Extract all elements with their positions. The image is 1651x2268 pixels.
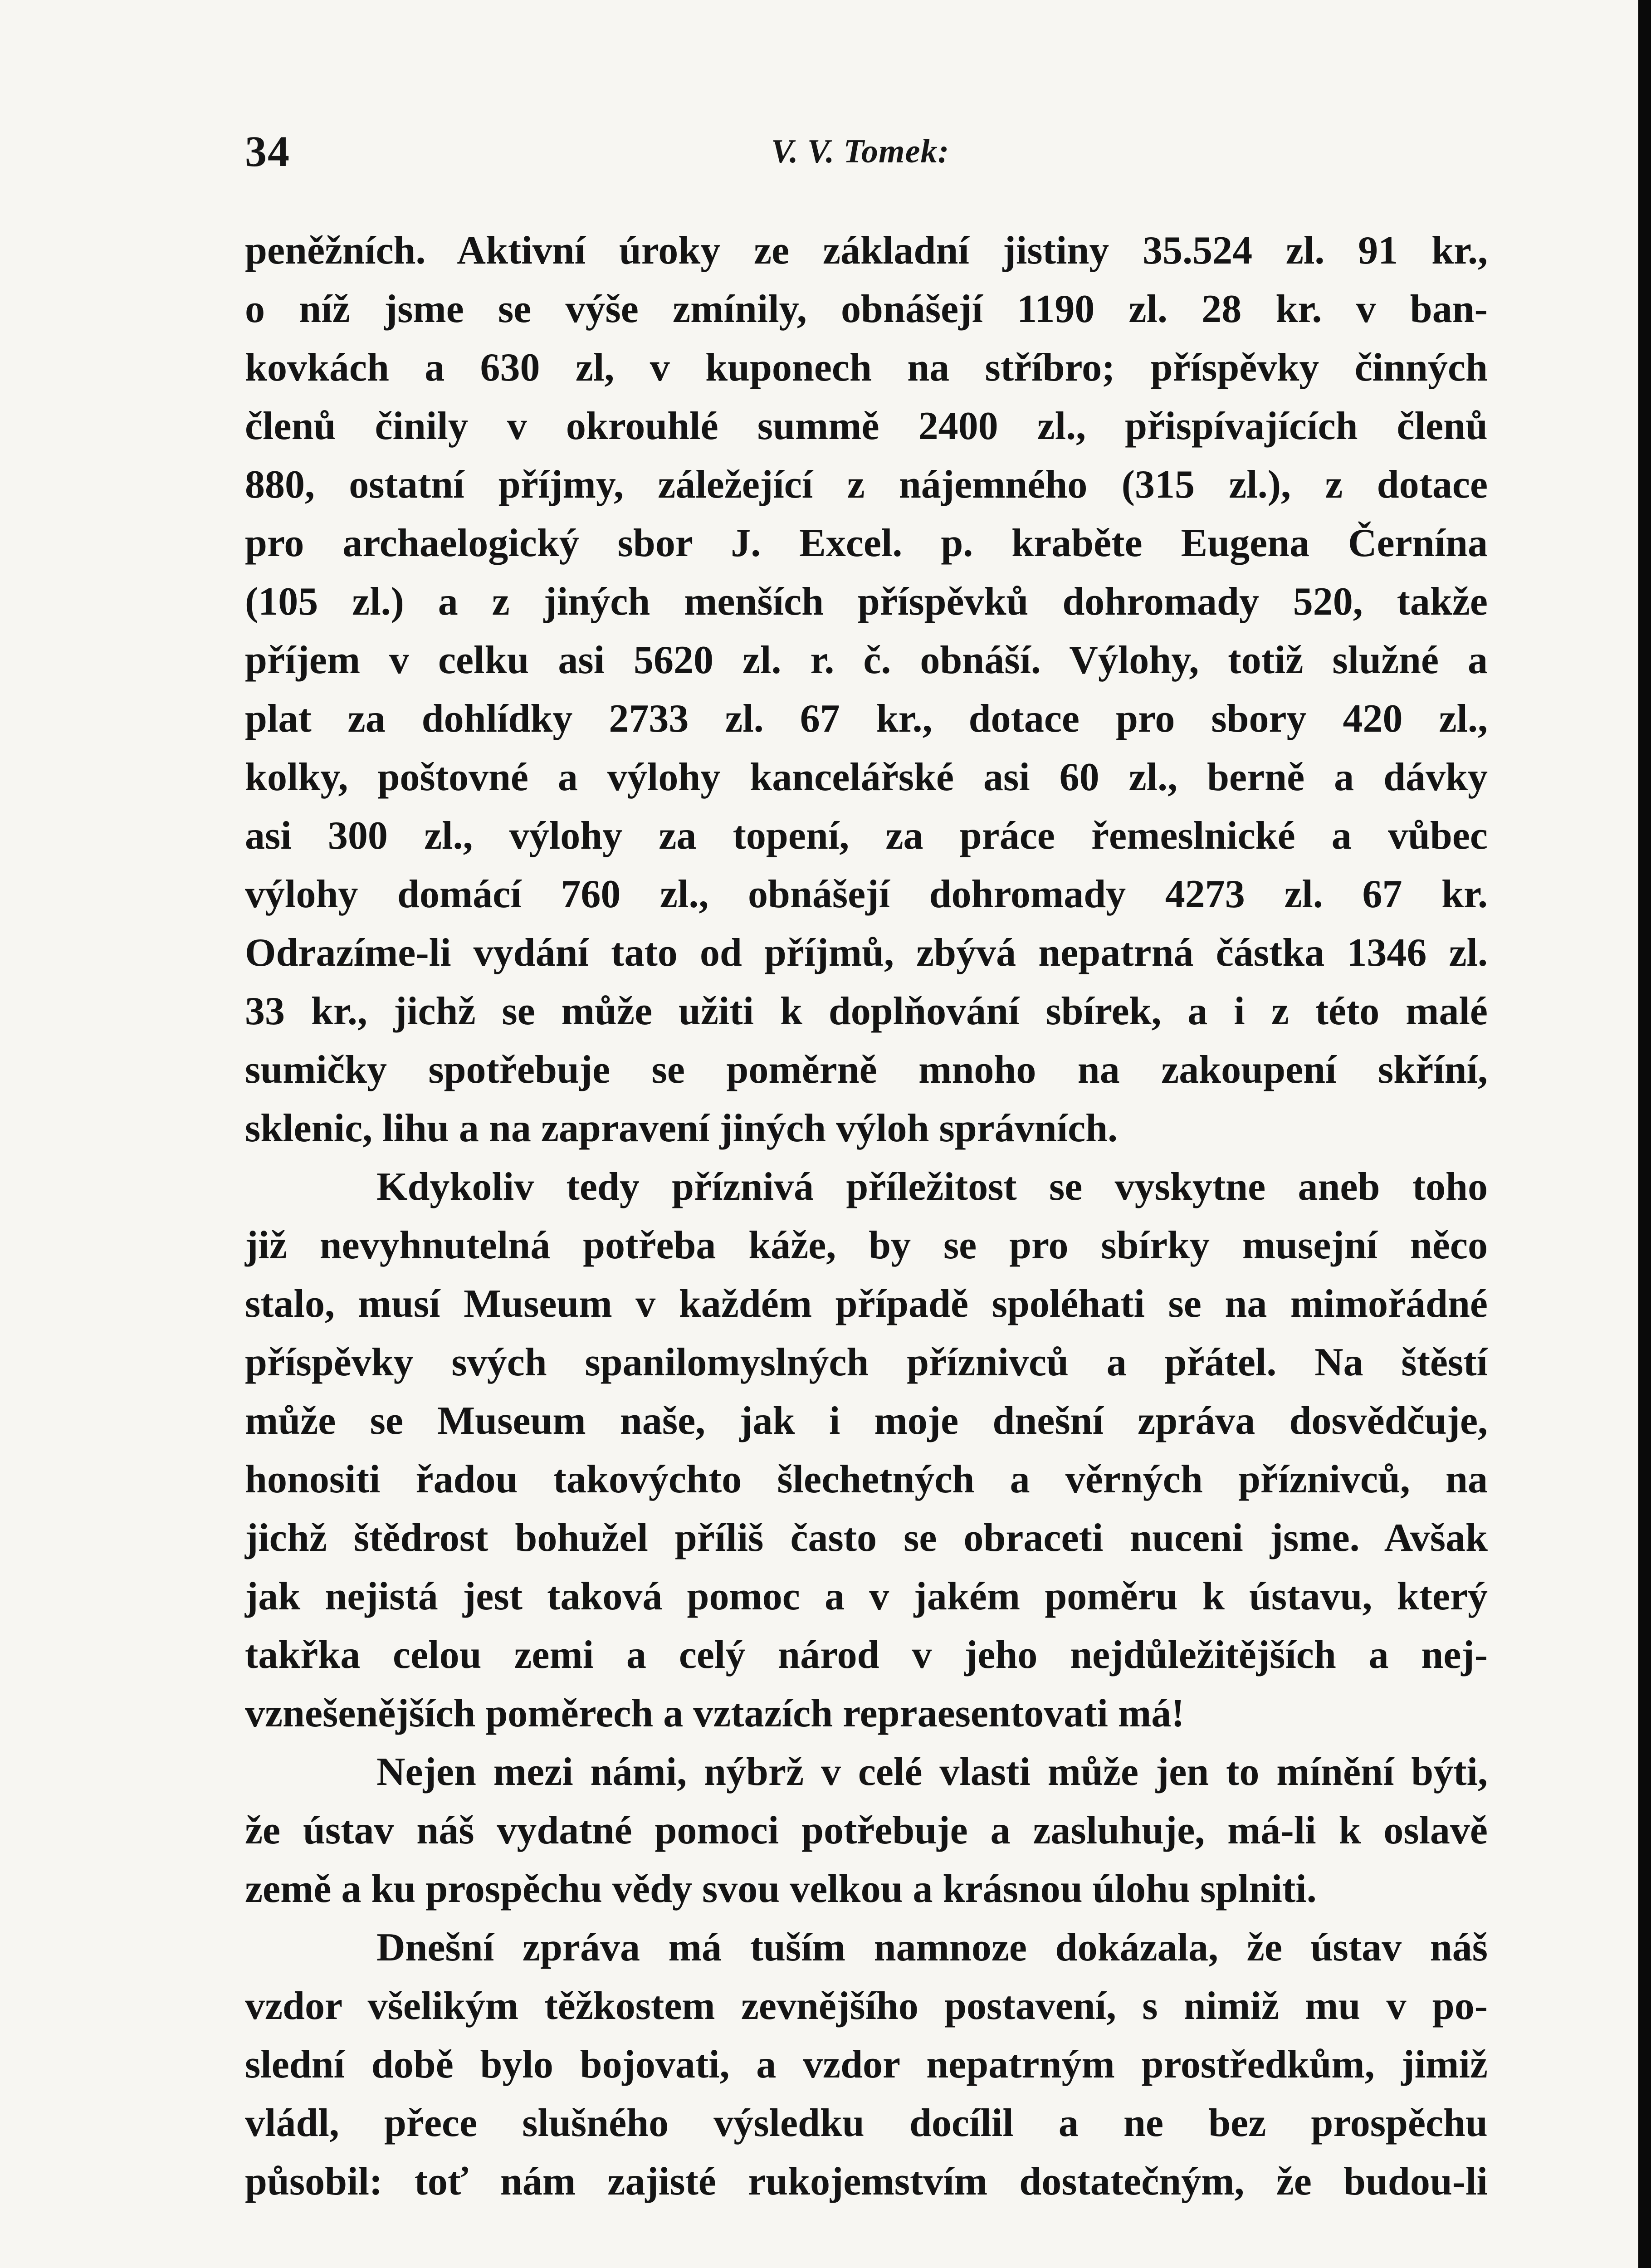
text-line: 33 kr., jichž se může užiti k doplňování sbírek, a i z této malé [245, 989, 1488, 1033]
text-line: jichž štědrost bohužel příliš často se obraceti nuceni jsme. Avšak [245, 1516, 1488, 1560]
text-line: země a ku prospěchu vědy svou velkou a krásnou úlohu splniti. [245, 1867, 1317, 1911]
text-line: výlohy domácí 760 zl., obnášejí dohromady 4273 zl. 67 kr. [245, 872, 1488, 916]
running-head: V. V. Tomek: [771, 133, 950, 170]
text-line: může se Museum naše, jak i moje dnešní zpráva dosvědčuje, [245, 1399, 1488, 1443]
text-line: sklenic, lihu a na zapravení jiných výloh správních. [245, 1106, 1118, 1150]
text-line: slední době bylo bojovati, a vzdor nepatrným prostředkům, jimiž [245, 2043, 1488, 2087]
text-line: působil: toť nám zajisté rukojemstvím dostatečným, že budou-li [245, 2160, 1488, 2204]
text-line: plat za dohlídky 2733 zl. 67 kr., dotace pro sbory 420 zl., [245, 697, 1488, 741]
text-line: peněžních. Aktivní úroky ze základní jistiny 35.524 zl. 91 kr., [245, 229, 1488, 273]
text-line: honositi řadou takovýchto šlechetných a věrných příznivců, na [245, 1457, 1488, 1501]
text-line: kolky, poštovné a výlohy kancelářské asi 60 zl., berně a dávky [245, 755, 1488, 799]
text-line: že ústav náš vydatné pomoci potřebuje a zasluhuje, má-li k oslavě [245, 1809, 1488, 1853]
text-line: příjem v celku asi 5620 zl. r. č. obnáší. Výlohy, totiž služné a [245, 638, 1488, 682]
text-line: vzdor všelikým těžkostem zevnějšího postavení, s nimiž mu v po- [245, 1984, 1488, 2028]
paragraph-4 [245, 1918, 1488, 2211]
text-line: Odrazíme-li vydání tato od příjmů, zbývá nepatrná částka 1346 zl. [245, 931, 1488, 975]
text-line: příspěvky svých spanilomyslných příznivců a přátel. Na štěstí [245, 1340, 1488, 1384]
text-line: sumičky spotřebuje se poměrně mnoho na zakoupení skříní, [245, 1048, 1488, 1092]
text-line: stalo, musí Museum v každém případě spoléhati se na mimořádné [245, 1282, 1488, 1326]
body-text [245, 221, 1488, 2211]
text-line: vznešenějších poměrech a vztazích repraesentovati má! [245, 1691, 1185, 1735]
text-line: již nevyhnutelná potřeba káže, by se pro sbírky musejní něco [245, 1223, 1488, 1267]
text-line: Kdykoliv tedy příznivá příležitost se vyskytne aneb toho [376, 1165, 1488, 1209]
text-line: 880, ostatní příjmy, záležející z nájemného (315 zl.), z dotace [245, 463, 1488, 507]
text-line: Dnešní zpráva má tuším namnoze dokázala, že ústav náš [376, 1926, 1488, 1970]
page-header [245, 126, 1515, 176]
paragraph-3 [245, 1743, 1488, 1918]
page-number: 34 [245, 127, 290, 176]
text-line: členů činily v okrouhlé summě 2400 zl., přispívajících členů [245, 404, 1488, 448]
text-line: (105 zl.) a z jiných menších příspěvků dohromady 520, takže [245, 580, 1488, 624]
text-line: vládl, přece slušného výsledku docílil a ne bez prospěchu [245, 2101, 1488, 2145]
text-line: takřka celou zemi a celý národ v jeho nejdůležitějších a nej- [245, 1633, 1488, 1677]
paragraph-1 [245, 221, 1488, 1158]
text-line: pro archaelogický sbor J. Excel. p. kraběte Eugena Černína [245, 521, 1488, 565]
text-line: o níž jsme se výše zmínily, obnášejí 1190 zl. 28 kr. v ban- [245, 287, 1488, 331]
text-line: asi 300 zl., výlohy za topení, za práce řemeslnické a vůbec [245, 814, 1488, 858]
text-line: Nejen mezi námi, nýbrž v celé vlasti může jen to mínění býti, [376, 1750, 1488, 1794]
text-line: kovkách a 630 zl, v kuponech na stříbro; příspěvky činných [245, 346, 1488, 390]
text-line: jak nejistá jest taková pomoc a v jakém poměru k ústavu, který [245, 1574, 1488, 1618]
paragraph-2 [245, 1158, 1488, 1743]
